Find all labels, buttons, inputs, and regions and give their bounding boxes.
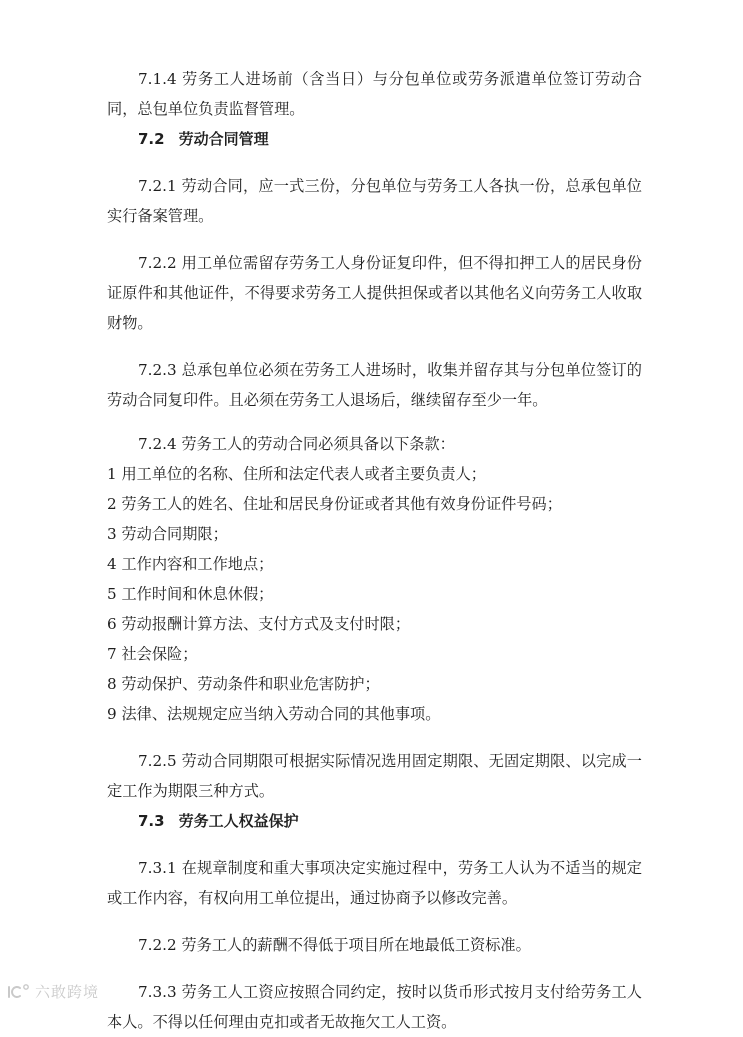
paragraph-7-2-2: 7.2.2 用工单位需留存劳务工人身份证复印件，但不得扣押工人的居民身份证原件和其他证件，不得要求劳务工人提供担保或者以其他名义向劳务工人收取财物。 xyxy=(107,254,642,332)
list-item: 6 劳动报酬计算方法、支付方式及支付时限； xyxy=(107,615,411,633)
list-item: 1 用工单位的名称、住所和法定代表人或者主要负责人； xyxy=(107,465,486,483)
section-title: 劳务工人权益保护 xyxy=(178,812,299,830)
paragraph-7-2-1: 7.2.1 劳动合同，应一式三份，分包单位与劳务工人各执一份，总承包单位实行备案管理。 xyxy=(107,177,642,225)
section-number: 7.2 xyxy=(138,130,165,148)
section-heading-7-2 xyxy=(107,124,642,154)
watermark-text: 六敢跨境 xyxy=(35,983,100,1001)
section-title: 劳动合同管理 xyxy=(178,130,269,148)
paragraph-7-1-4: 7.1.4 劳务工人进场前（含当日）与分包单位或劳务派遣单位签订劳动合同，总包单位负责监督管理。 xyxy=(107,70,642,118)
watermark-logo-icon xyxy=(6,983,32,1001)
paragraph-7-2-4: 7.2.4 劳务工人的劳动合同必须具备以下条款： xyxy=(138,435,455,453)
section-number: 7.3 xyxy=(138,812,165,830)
list-item: 8 劳动保护、劳动条件和职业危害防护； xyxy=(107,675,380,693)
list-item: 9 法律、法规规定应当纳入劳动合同的其他事项。 xyxy=(107,705,441,723)
document-body xyxy=(107,64,642,1037)
paragraph-7-3-3: 7.3.3 劳务工人工资应按照合同约定，按时以货币形式按月支付给劳务工人本人。不得以任何理由克扣或者无故拖欠工人工资。 xyxy=(107,983,642,1031)
paragraph-7-2-3: 7.2.3 总承包单位必须在劳务工人进场时，收集并留存其与分包单位签订的劳动合同复印件。且必须在劳务工人退场后，继续留存至少一年。 xyxy=(107,361,642,409)
watermark xyxy=(6,981,99,1002)
paragraph-7-3-2: 7.2.2 劳务工人的薪酬不得低于项目所在地最低工资标准。 xyxy=(138,936,531,954)
section-heading-7-3 xyxy=(107,806,642,836)
list-item: 4 工作内容和工作地点； xyxy=(107,555,274,573)
paragraph-7-2-5: 7.2.5 劳动合同期限可根据实际情况选用固定期限、无固定期限、以完成一定工作为期限三种方式。 xyxy=(107,752,642,800)
list-item: 7 社会保险； xyxy=(107,645,198,663)
list-item: 5 工作时间和休息休假； xyxy=(107,585,274,603)
list-item: 2 劳务工人的姓名、住址和居民身份证或者其他有效身份证件号码； xyxy=(107,495,562,513)
list-item: 3 劳动合同期限； xyxy=(107,525,228,543)
paragraph-7-3-1: 7.3.1 在规章制度和重大事项决定实施过程中，劳务工人认为不适当的规定或工作内容，有权向用工单位提出，通过协商予以修改完善。 xyxy=(107,859,642,907)
